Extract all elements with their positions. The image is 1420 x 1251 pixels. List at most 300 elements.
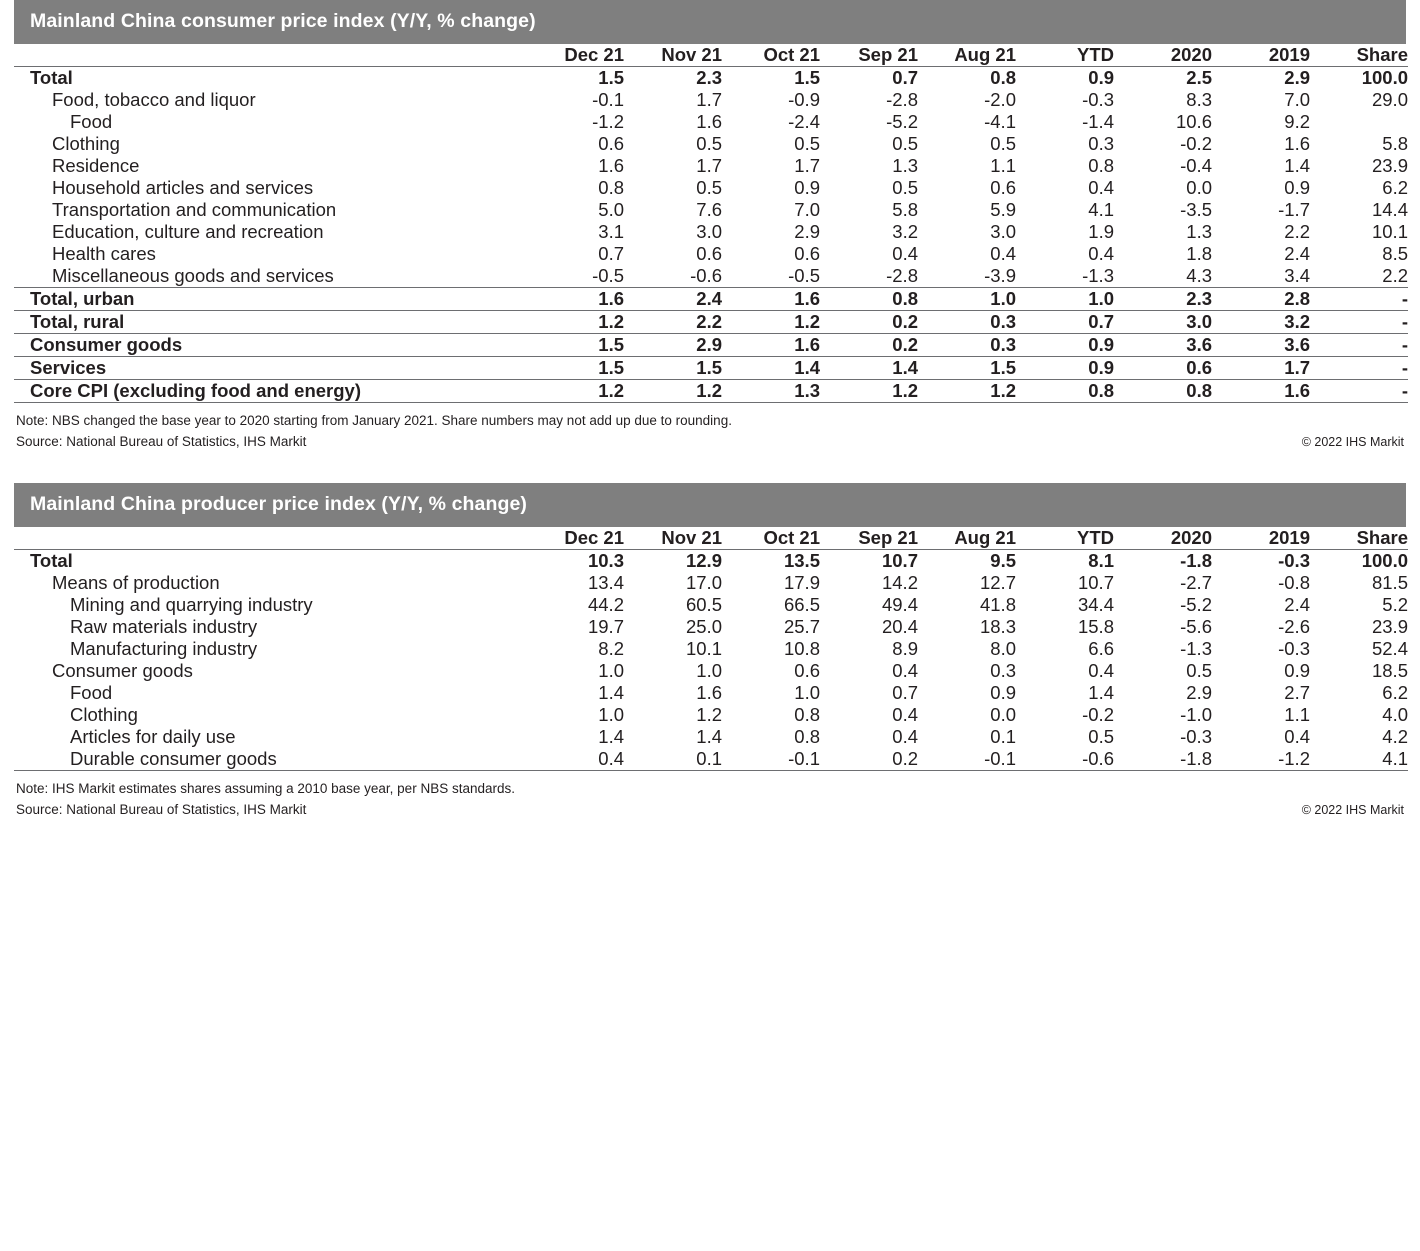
ppi-col-5: Aug 21 <box>918 527 1016 550</box>
table-row <box>14 288 1408 311</box>
row-value: -1.8 <box>1180 549 1212 571</box>
row-value: 14.4 <box>1371 199 1408 220</box>
row-value: 10.3 <box>587 549 624 571</box>
row-value: 2.5 <box>1186 67 1212 88</box>
row-value: -1.3 <box>1082 265 1114 286</box>
row-label: Total <box>30 67 73 88</box>
table-row <box>14 111 1408 133</box>
row-value: 0.6 <box>598 133 624 154</box>
cpi-col-1: Dec 21 <box>526 44 624 67</box>
ppi-table-head <box>14 527 1408 550</box>
row-value: 0.0 <box>1186 177 1212 198</box>
row-value: 1.5 <box>526 357 624 380</box>
row-value: 12.9 <box>685 549 722 571</box>
row-value: 6.2 <box>1382 681 1408 703</box>
row-value: 3.0 <box>1114 311 1212 334</box>
row-value: 0.4 <box>1088 243 1114 264</box>
row-value: 19.7 <box>587 615 624 637</box>
row-value: -2.8 <box>886 89 918 110</box>
row-value: 0.4 <box>990 243 1016 264</box>
row-value: 23.9 <box>1371 615 1408 637</box>
row-value: 6.2 <box>1382 177 1408 198</box>
row-label: Services <box>14 357 526 380</box>
row-value: 2.7 <box>1284 681 1310 703</box>
row-value: -1.2 <box>1212 748 1310 771</box>
row-value: 100.0 <box>1361 67 1408 88</box>
cpi-col-8: 2019 <box>1212 44 1310 67</box>
row-value: 5.8 <box>892 199 918 220</box>
row-value: 1.6 <box>696 681 722 703</box>
row-value: 8.9 <box>892 637 918 659</box>
row-value: -2.8 <box>886 265 918 286</box>
row-label: Miscellaneous goods and services <box>52 265 334 286</box>
row-value: 2.9 <box>624 334 722 357</box>
row-value: 0.6 <box>696 243 722 264</box>
cpi-table <box>14 44 1408 403</box>
table-row <box>14 67 1408 90</box>
row-value: 0.8 <box>1016 380 1114 403</box>
row-value: 0.3 <box>918 334 1016 357</box>
row-value: 6.6 <box>1088 637 1114 659</box>
row-value: 0.5 <box>892 177 918 198</box>
cpi-header-row <box>14 44 1408 67</box>
row-value: -0.3 <box>1278 637 1310 659</box>
row-value: 0.4 <box>892 243 918 264</box>
cpi-copyright: © 2022 IHS Markit <box>1301 435 1404 450</box>
row-value: 0.9 <box>1016 334 1114 357</box>
row-value: 1.7 <box>696 155 722 176</box>
row-value: 1.4 <box>598 725 624 747</box>
ppi-notes <box>14 771 1406 821</box>
ppi-copyright: © 2022 IHS Markit <box>1301 803 1404 818</box>
row-value: -4.1 <box>984 111 1016 132</box>
table-row <box>14 221 1408 243</box>
row-label: Transportation and communication <box>52 199 337 220</box>
cpi-col-5: Aug 21 <box>918 44 1016 67</box>
row-value: 5.9 <box>990 199 1016 220</box>
row-value: -0.1 <box>722 748 820 771</box>
row-value: 25.0 <box>685 615 722 637</box>
row-value: 8.2 <box>598 637 624 659</box>
row-value: 0.6 <box>794 659 820 681</box>
row-value: 0.7 <box>892 681 918 703</box>
row-value: 1.0 <box>794 681 820 703</box>
row-value: 1.4 <box>598 681 624 703</box>
row-value: 8.5 <box>1382 243 1408 264</box>
row-value: 23.9 <box>1371 155 1408 176</box>
row-value: -0.9 <box>788 89 820 110</box>
row-value: 44.2 <box>587 593 624 615</box>
row-label: Articles for daily use <box>70 725 236 747</box>
table-row <box>14 199 1408 221</box>
row-value: 1.4 <box>696 725 722 747</box>
row-value: 0.6 <box>794 243 820 264</box>
row-value: 60.5 <box>685 593 722 615</box>
row-value: 13.5 <box>783 549 820 571</box>
table-row <box>14 133 1408 155</box>
row-value: 1.7 <box>794 155 820 176</box>
row-value: 0.4 <box>892 703 918 725</box>
row-value: -2.4 <box>788 111 820 132</box>
row-value: 4.1 <box>1088 199 1114 220</box>
cpi-source: Source: National Bureau of Statistics, IHS Markit <box>16 433 307 449</box>
row-value: 1.6 <box>722 288 820 311</box>
row-value: 1.0 <box>598 703 624 725</box>
row-label: Household articles and services <box>52 177 314 198</box>
row-value: 1.5 <box>598 67 624 88</box>
row-value: 10.6 <box>1175 111 1212 132</box>
row-value: 0.7 <box>892 67 918 88</box>
row-value: 0.6 <box>1114 357 1212 380</box>
row-value: 3.4 <box>1284 265 1310 286</box>
row-value: 1.6 <box>526 288 624 311</box>
row-value: 1.2 <box>624 380 722 403</box>
row-value: 1.3 <box>722 380 820 403</box>
row-value: 14.2 <box>881 571 918 593</box>
row-value: -5.6 <box>1180 615 1212 637</box>
row-value: -0.4 <box>1180 155 1212 176</box>
row-value: 10.8 <box>783 637 820 659</box>
row-label: Manufacturing industry <box>70 637 258 659</box>
ppi-col-4: Sep 21 <box>820 527 918 550</box>
row-value: 4.3 <box>1186 265 1212 286</box>
row-value: 1.2 <box>696 703 722 725</box>
row-value: 1.3 <box>1186 221 1212 242</box>
row-value: 0.5 <box>696 133 722 154</box>
ppi-source: Source: National Bureau of Statistics, IHS Markit <box>16 801 307 817</box>
row-value: 7.0 <box>1284 89 1310 110</box>
row-value: -1.4 <box>1082 111 1114 132</box>
cpi-panel <box>14 0 1406 453</box>
row-value: 1.8 <box>1186 243 1212 264</box>
row-label: Raw materials industry <box>70 615 258 637</box>
row-value: 0.4 <box>1088 659 1114 681</box>
panel-separator <box>14 453 1406 483</box>
table-row <box>14 660 1408 682</box>
row-value: 0.9 <box>794 177 820 198</box>
row-label: Total <box>30 549 73 571</box>
row-value: 7.6 <box>696 199 722 220</box>
row-value: -0.3 <box>1180 725 1212 747</box>
row-value: - <box>1310 311 1408 334</box>
row-value: 1.0 <box>598 659 624 681</box>
ppi-col-2: Nov 21 <box>624 527 722 550</box>
row-value: 0.9 <box>1088 67 1114 88</box>
table-row <box>14 243 1408 265</box>
row-value: 81.5 <box>1371 571 1408 593</box>
row-value: 0.1 <box>624 748 722 771</box>
row-value: -1.8 <box>1114 748 1212 771</box>
row-value: 1.3 <box>892 155 918 176</box>
row-value: -5.2 <box>886 111 918 132</box>
row-value: 2.2 <box>1284 221 1310 242</box>
row-value: 15.8 <box>1077 615 1114 637</box>
row-value: 8.3 <box>1186 89 1212 110</box>
row-value: -2.0 <box>984 89 1016 110</box>
row-value: 1.4 <box>1088 681 1114 703</box>
table-row <box>14 177 1408 199</box>
row-value: 1.2 <box>526 311 624 334</box>
row-value: 25.7 <box>783 615 820 637</box>
row-value: 1.5 <box>624 357 722 380</box>
row-value: 0.5 <box>1088 725 1114 747</box>
row-label: Clothing <box>70 703 138 725</box>
row-value: 0.5 <box>696 177 722 198</box>
table-row <box>14 380 1408 403</box>
cpi-col-4: Sep 21 <box>820 44 918 67</box>
row-value: 1.9 <box>1088 221 1114 242</box>
row-value: 2.3 <box>1114 288 1212 311</box>
row-value: 100.0 <box>1361 549 1408 571</box>
row-value: 1.7 <box>1212 357 1310 380</box>
ppi-panel-title: Mainland China producer price index (Y/Y, % change) <box>14 483 1406 527</box>
row-value: 0.8 <box>794 703 820 725</box>
row-value: 0.8 <box>794 725 820 747</box>
row-value: -0.6 <box>690 265 722 286</box>
ppi-col-6: YTD <box>1016 527 1114 550</box>
row-value: 1.6 <box>696 111 722 132</box>
row-value: 0.4 <box>526 748 624 771</box>
row-value: 2.2 <box>1382 265 1408 286</box>
ppi-col-3: Oct 21 <box>722 527 820 550</box>
table-row <box>14 265 1408 288</box>
row-value: -0.1 <box>592 89 624 110</box>
row-value: 0.3 <box>918 311 1016 334</box>
row-value: -1.3 <box>1180 637 1212 659</box>
cpi-col-7: 2020 <box>1114 44 1212 67</box>
ppi-col-7: 2020 <box>1114 527 1212 550</box>
row-label: Mining and quarrying industry <box>70 593 313 615</box>
row-value: 0.6 <box>990 177 1016 198</box>
row-value: 17.0 <box>685 571 722 593</box>
row-value: 5.0 <box>598 199 624 220</box>
row-value: 1.4 <box>820 357 918 380</box>
row-value: 9.5 <box>990 549 1016 571</box>
table-row <box>14 616 1408 638</box>
row-label: Consumer goods <box>14 334 526 357</box>
row-value: -0.6 <box>1016 748 1114 771</box>
row-label: Consumer goods <box>52 659 193 681</box>
row-value: 0.7 <box>1016 311 1114 334</box>
row-value: -0.2 <box>1180 133 1212 154</box>
cpi-col-2: Nov 21 <box>624 44 722 67</box>
row-value: 1.4 <box>722 357 820 380</box>
row-value: 0.3 <box>990 659 1016 681</box>
cpi-table-head <box>14 44 1408 67</box>
row-value: 3.6 <box>1212 334 1310 357</box>
row-value: 13.4 <box>587 571 624 593</box>
row-value: 3.2 <box>892 221 918 242</box>
cpi-col-6: YTD <box>1016 44 1114 67</box>
row-value: 1.6 <box>1284 133 1310 154</box>
row-value: 0.3 <box>1088 133 1114 154</box>
row-value: 34.4 <box>1077 593 1114 615</box>
row-label: Core CPI (excluding food and energy) <box>14 380 526 403</box>
row-value: 0.9 <box>1016 357 1114 380</box>
row-value: -1.2 <box>592 111 624 132</box>
row-value: -0.5 <box>592 265 624 286</box>
row-value: 0.0 <box>990 703 1016 725</box>
ppi-panel <box>14 483 1406 821</box>
row-label: Total, rural <box>14 311 526 334</box>
cpi-panel-title: Mainland China consumer price index (Y/Y, % change) <box>14 0 1406 44</box>
row-value: 5.8 <box>1382 133 1408 154</box>
row-value: 9.2 <box>1284 111 1310 132</box>
row-value: 10.7 <box>881 549 918 571</box>
row-value: 2.9 <box>794 221 820 242</box>
row-value: 3.1 <box>598 221 624 242</box>
table-row <box>14 726 1408 748</box>
row-value: 3.2 <box>1212 311 1310 334</box>
table-row <box>14 704 1408 726</box>
row-label: Food <box>70 111 113 132</box>
row-value: 12.7 <box>979 571 1016 593</box>
row-value: 4.2 <box>1382 725 1408 747</box>
row-value: 1.6 <box>1212 380 1310 403</box>
row-value: 0.9 <box>1284 177 1310 198</box>
table-row <box>14 357 1408 380</box>
cpi-notes <box>14 403 1406 453</box>
row-value: 2.9 <box>1186 681 1212 703</box>
row-value: 1.2 <box>526 380 624 403</box>
row-value: 1.1 <box>1284 703 1310 725</box>
row-value: -2.7 <box>1180 571 1212 593</box>
row-value: -0.5 <box>788 265 820 286</box>
row-value: 2.4 <box>1284 593 1310 615</box>
table-row <box>14 594 1408 616</box>
row-value: 0.4 <box>892 725 918 747</box>
row-value: 0.8 <box>1114 380 1212 403</box>
row-value: 1.2 <box>722 311 820 334</box>
row-value: 1.0 <box>696 659 722 681</box>
row-value: 3.0 <box>696 221 722 242</box>
row-value: 0.8 <box>1088 155 1114 176</box>
row-value: 1.6 <box>598 155 624 176</box>
row-value: -0.3 <box>1082 89 1114 110</box>
ppi-header-row <box>14 527 1408 550</box>
row-value: -0.2 <box>1082 703 1114 725</box>
ppi-table <box>14 527 1408 771</box>
row-value: -0.3 <box>1278 549 1310 571</box>
row-value: 0.5 <box>1186 659 1212 681</box>
row-value: 18.3 <box>979 615 1016 637</box>
row-value: 10.1 <box>1371 221 1408 242</box>
row-value: 29.0 <box>1371 89 1408 110</box>
table-row <box>14 638 1408 660</box>
table-row <box>14 89 1408 111</box>
table-row <box>14 748 1408 771</box>
table-row <box>14 682 1408 704</box>
row-value: 1.7 <box>696 89 722 110</box>
cpi-col-0 <box>14 44 526 67</box>
row-value: -5.2 <box>1180 593 1212 615</box>
row-value: 0.4 <box>892 659 918 681</box>
row-value: 1.0 <box>918 288 1016 311</box>
row-value: 1.5 <box>526 334 624 357</box>
row-value: 0.8 <box>820 288 918 311</box>
row-value: 1.0 <box>1016 288 1114 311</box>
row-label: Education, culture and recreation <box>52 221 324 242</box>
row-value: 41.8 <box>979 593 1016 615</box>
row-value: 0.9 <box>1284 659 1310 681</box>
ppi-col-1: Dec 21 <box>526 527 624 550</box>
ppi-col-9: Share <box>1310 527 1408 550</box>
row-value: 4.0 <box>1382 703 1408 725</box>
row-value: -0.8 <box>1278 571 1310 593</box>
row-label: Health cares <box>52 243 156 264</box>
row-value: 2.4 <box>1284 243 1310 264</box>
row-label: Food <box>70 681 113 703</box>
row-value: 2.2 <box>624 311 722 334</box>
row-value: 1.1 <box>990 155 1016 176</box>
row-value: 4.1 <box>1310 748 1408 771</box>
row-value: 3.6 <box>1114 334 1212 357</box>
cpi-col-3: Oct 21 <box>722 44 820 67</box>
row-label: Durable consumer goods <box>14 748 526 771</box>
cpi-table-body <box>14 67 1408 403</box>
row-value: 52.4 <box>1371 637 1408 659</box>
row-value: 0.2 <box>820 311 918 334</box>
row-value: 3.0 <box>990 221 1016 242</box>
row-value: 2.9 <box>1284 67 1310 88</box>
row-value: - <box>1310 288 1408 311</box>
row-value: 0.5 <box>794 133 820 154</box>
row-value: -1.7 <box>1278 199 1310 220</box>
row-value: 0.5 <box>892 133 918 154</box>
ppi-note: Note: IHS Markit estimates shares assuming a 2010 base year, per NBS standards. <box>16 780 515 796</box>
row-value: -3.9 <box>984 265 1016 286</box>
row-value: 49.4 <box>881 593 918 615</box>
row-value: - <box>1310 380 1408 403</box>
row-value <box>1310 111 1408 133</box>
row-value: 0.1 <box>990 725 1016 747</box>
row-value: 2.8 <box>1212 288 1310 311</box>
row-value: -3.5 <box>1180 199 1212 220</box>
ppi-col-8: 2019 <box>1212 527 1310 550</box>
table-row <box>14 549 1408 572</box>
row-value: 0.4 <box>1284 725 1310 747</box>
row-value: 0.9 <box>990 681 1016 703</box>
row-value: 7.0 <box>794 199 820 220</box>
row-value: 17.9 <box>783 571 820 593</box>
row-value: 10.1 <box>685 637 722 659</box>
row-value: 18.5 <box>1371 659 1408 681</box>
row-label: Residence <box>52 155 140 176</box>
row-label: Means of production <box>52 571 220 593</box>
row-label: Clothing <box>52 133 120 154</box>
row-label: Total, urban <box>14 288 526 311</box>
row-value: 1.5 <box>794 67 820 88</box>
row-value: 5.2 <box>1382 593 1408 615</box>
row-value: 1.4 <box>1284 155 1310 176</box>
row-value: 1.2 <box>820 380 918 403</box>
row-value: 0.4 <box>1088 177 1114 198</box>
table-row <box>14 334 1408 357</box>
row-value: - <box>1310 334 1408 357</box>
table-row <box>14 155 1408 177</box>
row-value: 2.3 <box>696 67 722 88</box>
row-value: - <box>1310 357 1408 380</box>
row-value: 10.7 <box>1077 571 1114 593</box>
row-value: 0.8 <box>598 177 624 198</box>
table-row <box>14 572 1408 594</box>
row-value: 1.6 <box>722 334 820 357</box>
row-value: 1.5 <box>918 357 1016 380</box>
row-value: 0.7 <box>598 243 624 264</box>
row-value: 1.2 <box>918 380 1016 403</box>
ppi-table-body <box>14 549 1408 770</box>
row-value: 8.0 <box>990 637 1016 659</box>
